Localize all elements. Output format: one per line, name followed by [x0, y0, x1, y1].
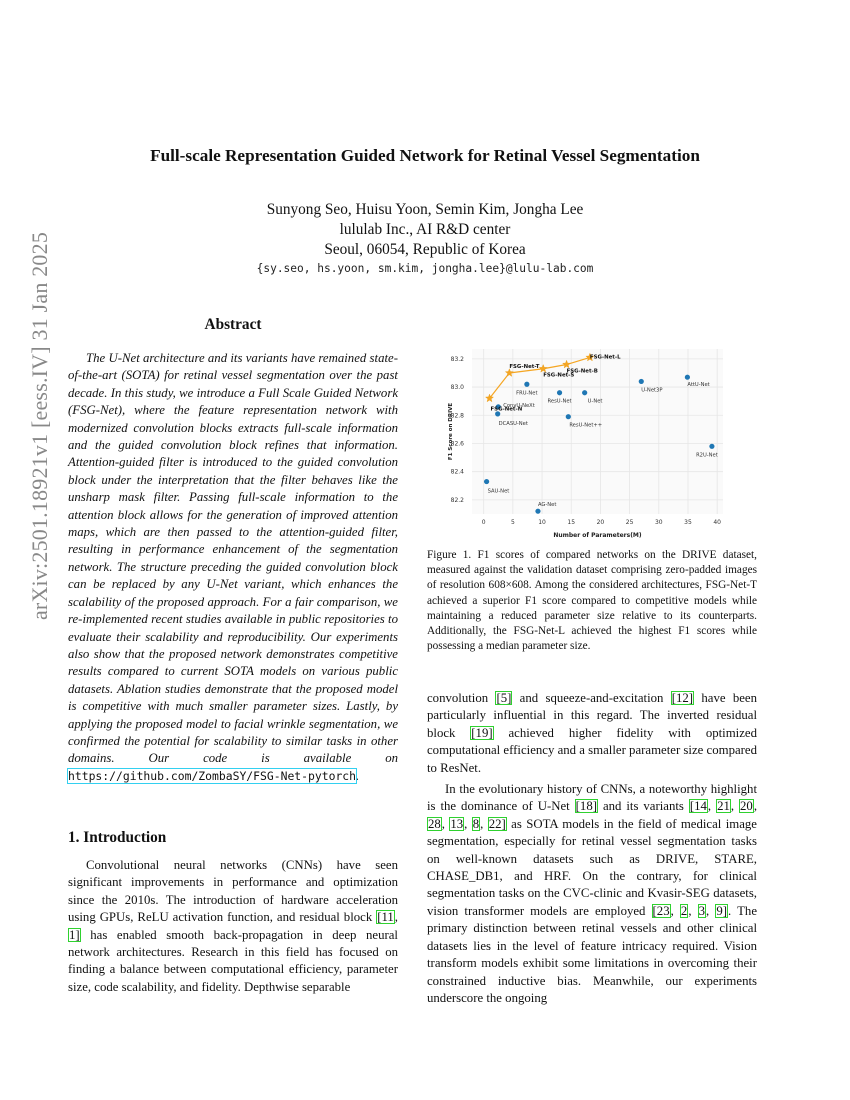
point-label: AttU-Net [687, 382, 710, 389]
abstract-end: . [356, 768, 360, 783]
text: achieved higher fidelity with optimized computational efficiency and a smaller parameter size compared to ResNet. [427, 725, 757, 775]
x-tick-label: 0 [481, 519, 486, 526]
y-tick-label: 83.2 [450, 355, 464, 363]
text: convolution [427, 691, 496, 705]
x-tick-label: 10 [538, 519, 546, 526]
intro-body [68, 857, 398, 996]
figure-1-chart [427, 338, 761, 542]
x-tick-label: 15 [567, 519, 576, 526]
citation-link[interactable]: 3 [698, 903, 706, 918]
code-link[interactable]: https://github.com/ZombaSY/FSG-Net-pytorch [68, 768, 357, 783]
text: have been particularly influential in this regard. The inverted residual block [427, 691, 757, 740]
citation-link[interactable]: 20 [740, 799, 753, 814]
text: as SOTA models in the field of medical image segmentation, especially for retinal vessel segmentation tasks on well-known datasets such as DRIVE, STARE, CHASE_DB1, and HRF. On the contrary, for clinical segmentation tasks on the CVC-clinic and Kvasir-SEG datasets, vision transformer models are employed [427, 816, 757, 918]
f1-scatter-plot [427, 338, 761, 542]
fsg-point-label: FSG-Net-S [543, 372, 575, 379]
citation-link[interactable]: 2 [680, 903, 688, 918]
citation-separator: , [670, 903, 680, 918]
citation-separator: , [706, 903, 716, 918]
point-label: U-Net3P [641, 387, 663, 394]
intro-text-b: has enabled smooth back-propagation in deep neural network architectures. Research in this field has focused on finding a balance between computational efficiency, parameter size, code scalability, and fidelity. Depthwise separable [68, 927, 398, 994]
x-tick-label: 30 [654, 519, 663, 526]
y-tick-label: 83.0 [450, 384, 464, 392]
data-point [566, 414, 571, 419]
citation-link[interactable]: 21 [717, 799, 730, 814]
y-tick-label: 82.8 [450, 412, 464, 420]
citation-separator: , [688, 903, 698, 918]
citation-link[interactable]: [18] [575, 799, 597, 814]
point-label: ConvU-NeXt [503, 402, 535, 409]
x-tick-label: 35 [684, 519, 692, 526]
x-tick-label: 40 [713, 519, 721, 526]
address: Seoul, 06054, Republic of Korea [324, 241, 526, 258]
citation-separator: , [707, 799, 717, 814]
point-label: AG-Net [537, 502, 557, 509]
abstract-text: The U-Net architecture and its variants have remained state-of-the-art (SOTA) for retinal vessel segmentation over the past decade. In this study, we introduce a Full Scale Guided Network (FSG-Net), where the feature representation network with modernized convolution blocks extracts full-scale information and the guided convolution block refines that information. Attention-guided filter is introduced to the guided convolution block under the interpretation that the filter behaves like the unsharp mask filter. Passing full-scale information to the attention block allows for the generation of improved attention maps, which are then passed to the attention-guided filter, resulting in performance enhancement of the segmentation network. The structure preceding the guided convolution block can be replaced by any U-Net variant, which enhances the scalability of the proposed approach. For a fair comparison, we re-implemented recent studies available in public repositories to evaluate their scalability and reproducibility. Our experiments also show that the proposed network demonstrates competitive results compared to current SOTA models on various public datasets. Ablation studies demonstrate that the proposed model is competitive with much smaller parameter sizes. Lastly, by applying the proposed model to facial wrinkle segmentation, we confirmed the potential for scalability to similar tasks in other domains. Our code is available on [68, 351, 398, 766]
author-block [0, 200, 850, 260]
citation-link[interactable]: 1] [69, 927, 80, 942]
point-label: FRU-Net [516, 390, 538, 397]
abstract-body [68, 350, 398, 785]
x-axis-label: Number of Parameters(M) [553, 532, 642, 539]
text: and its variants [598, 799, 689, 814]
data-point [582, 390, 587, 395]
citation-link[interactable]: [5] [496, 691, 512, 705]
citation-separator: , [480, 816, 488, 831]
abstract-heading: Abstract [204, 316, 262, 333]
data-point [639, 379, 644, 384]
intro-text-a: Convolutional neural networks (CNNs) have seen significant improvements in performance and optimization since the 2010s. The introduction of hardware acceleration using GPUs, ReLU activation function, and residual block [68, 858, 398, 925]
arxiv-id: arXiv:2501.18921v1 [eess.IV] 31 Jan 2025 [27, 231, 52, 621]
data-point [709, 444, 714, 449]
fsg-point-label: FSG-Net-L [589, 354, 621, 361]
text: In the evolutionary history of CNNs, a noteworthy highlight is the dominance of U-Net [427, 782, 757, 814]
data-point [535, 509, 540, 514]
citation-separator: , [730, 799, 740, 814]
citation-link[interactable]: 28 [428, 816, 441, 831]
fsg-point-label: FSG-Net-N [490, 406, 523, 413]
text: . The primary distinction between retinal vessels and other clinical datasets lies in the level of feature intricacy required. Vision transform models exhibit some limitations in overcoming their constrained inductive bias. Meanwhile, our experiments underscore the ongoing [427, 903, 757, 1005]
y-axis-label: F1 Score on DRIVE [448, 402, 454, 461]
citation-separator: , [464, 816, 472, 831]
point-label: U-Net [587, 398, 603, 405]
y-tick-label: 82.6 [450, 440, 464, 448]
x-tick-label: 25 [625, 519, 634, 526]
citation-link[interactable]: [12] [671, 691, 694, 705]
y-tick-label: 82.4 [450, 468, 464, 476]
fsg-point-label: FSG-Net-B [566, 368, 598, 375]
right-column-text [427, 690, 757, 1011]
affiliation: lululab Inc., AI R&D center [339, 221, 511, 238]
point-label: DCASU-Net [498, 420, 528, 427]
point-label: ResU-Net++ [569, 422, 603, 429]
data-point [685, 375, 690, 380]
citation-link[interactable]: [19] [471, 725, 493, 740]
citation-link[interactable]: [23 [652, 903, 670, 918]
y-tick-label: 82.2 [450, 496, 464, 504]
text: and squeeze-and-excitation [512, 691, 671, 705]
point-label: R2U-Net [696, 452, 718, 459]
citation-link[interactable]: 8 [472, 816, 480, 831]
citation-link[interactable]: 13 [450, 816, 464, 831]
citation-separator: , [441, 816, 450, 831]
citation-separator: , [394, 910, 398, 925]
citation-link[interactable]: 9] [716, 903, 728, 918]
paper-title: Full-scale Representation Guided Network for Retinal Vessel Segmentation [150, 146, 700, 165]
citation-link[interactable]: [14 [689, 799, 707, 814]
figure-1-caption: Figure 1. F1 scores of compared networks on the DRIVE dataset, measured against the validation dataset comprising zero-padded images of resolution 608×608. Among the considered architectures, FSG-Net-T achieved a superior F1 score compared to competitive models while maintaining a reduced parameter size relative to its counterparts. Additionally, the FSG-Net-L achieved the highest F1 scores while possessing a median parameter size. [427, 549, 757, 653]
citation-group [652, 904, 728, 918]
data-point [524, 382, 529, 387]
citation-link[interactable]: 22] [488, 816, 506, 831]
fsg-point-label: FSG-Net-T [509, 363, 540, 370]
data-point [557, 390, 562, 395]
intro-heading: 1. Introduction [68, 829, 167, 846]
authors: Sunyong Seo, Huisu Yoon, Semin Kim, Jongha Lee [266, 201, 584, 218]
point-label: ResU-Net [547, 398, 572, 405]
author-emails: {sy.seo, hs.yoon, sm.kim, jongha.lee}@lulu-lab.com [256, 262, 594, 275]
citation-link[interactable]: [11 [377, 910, 394, 925]
x-tick-label: 5 [510, 519, 515, 526]
point-label: SAU-Net [487, 488, 510, 495]
x-tick-label: 20 [596, 519, 605, 526]
citation-separator: , [753, 799, 758, 814]
data-point [484, 479, 489, 484]
